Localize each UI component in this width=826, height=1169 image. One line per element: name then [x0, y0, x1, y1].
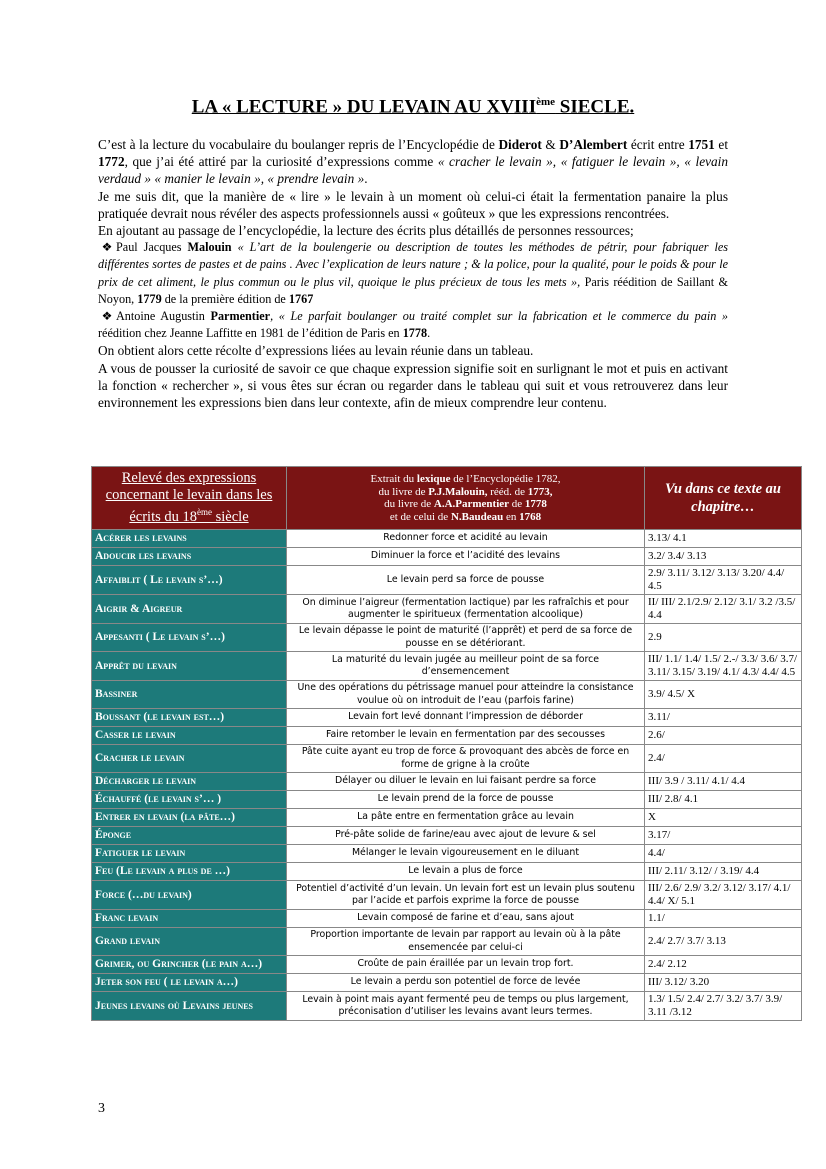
expression-cell: Franc levain: [92, 910, 287, 928]
chapter-cell: 2.9/ 3.11/ 3.12/ 3.13/ 3.20/ 4.4/ 4.5: [645, 566, 802, 595]
definition-cell: Diminuer la force et l’acidité des levains: [287, 548, 645, 566]
definition-cell: Le levain perd sa force de pousse: [287, 566, 645, 595]
expression-cell: Cracher le levain: [92, 745, 287, 773]
definition-cell: Le levain dépasse le point de maturité (l’apprêt) et perd de sa force de pousse en se détériorant.: [287, 624, 645, 652]
intro-paragraph-3: En ajoutant au passage de l’encyclopédie, la lecture des écrits plus détaillés de personnes ressources;: [98, 223, 634, 239]
table-row: [92, 956, 802, 974]
definition-cell: La pâte entre en fermentation grâce au levain: [287, 809, 645, 827]
definition-cell: Faire retomber le levain en fermentation par des secousses: [287, 727, 645, 745]
chapter-cell: 3.2/ 3.4/ 3.13: [645, 548, 802, 566]
expression-cell: Décharger le levain: [92, 773, 287, 791]
definition-cell: La maturité du levain jugée au meilleur point de sa force d’ensemencement: [287, 652, 645, 681]
table-row: [92, 681, 802, 709]
definition-cell: Potentiel d’activité d’un levain. Un levain fort est un levain plus soutenu par l’acide et parfois exprime la force de pousse: [287, 881, 645, 910]
expression-cell: Casser le levain: [92, 727, 287, 745]
table-row: [92, 974, 802, 992]
chapter-cell: 1.1/: [645, 910, 802, 928]
chapter-cell: 2.6/: [645, 727, 802, 745]
chapter-cell: 3.11/: [645, 709, 802, 727]
expression-cell: Adoucir les levains: [92, 548, 287, 566]
chapter-cell: 3.13/ 4.1: [645, 530, 802, 548]
intro-paragraph-4: On obtient alors cette récolte d’expressions liées au levain réunie dans un tableau.: [98, 343, 534, 359]
table-row: [92, 773, 802, 791]
table-row: [92, 845, 802, 863]
definition-cell: On diminue l’aigreur (fermentation lactique) par les rafraîchis et pour augmenter le spiritueux (fermentation alcoolique): [287, 595, 645, 624]
chapter-cell: III/ 2.8/ 4.1: [645, 791, 802, 809]
table-row: [92, 809, 802, 827]
chapter-cell: 2.4/ 2.7/ 3.7/ 3.13: [645, 928, 802, 956]
definition-cell: Délayer ou diluer le levain en lui faisant perdre sa force: [287, 773, 645, 791]
chapter-cell: III/ 3.9 / 3.11/ 4.1/ 4.4: [645, 773, 802, 791]
header-expressions: Relevé des expressions concernant le levain dans les écrits du 18ème siècle: [92, 467, 287, 530]
bullet-malouin: ❖ Paul Jacques Malouin « L’art de la boulengerie ou description de toutes les méthodes de pétrir, pour fabriquer les différentes sortes de pastes et de pains . Avec l’explication de leurs nature ; & la police, pour la qualité, pour le poids & pour le prix de cet aliment, le plus commun ou le plus vil, quoique le plus précieux de tous les mets », Paris réédition de Saillant & Noyon, 1779 de la première édition de 1767: [98, 240, 728, 306]
expression-cell: Affaiblit ( Le levain s’…): [92, 566, 287, 595]
expressions-table: [91, 466, 802, 1021]
table-row: [92, 566, 802, 595]
definition-cell: Pré-pâte solide de farine/eau avec ajout de levure & sel: [287, 827, 645, 845]
intro-paragraph-2: Je me suis dit, que la manière de « lire » le levain à un moment où celui-ci était la fermentation panaire la plus pratiquée devrait nous révéler des aspects professionnels aussi « goûteux » que les expressions rencontrées.: [98, 188, 728, 221]
table-row: [92, 548, 802, 566]
definition-cell: Croûte de pain éraillée par un levain trop fort.: [287, 956, 645, 974]
chapter-cell: 1.3/ 1.5/ 2.4/ 2.7/ 3.2/ 3.7/ 3.9/ 3.11 /3.12: [645, 992, 802, 1021]
definition-cell: Mélanger le levain vigoureusement en le diluant: [287, 845, 645, 863]
table-row: [92, 791, 802, 809]
table-row: [92, 727, 802, 745]
definition-cell: Le levain prend de la force de pousse: [287, 791, 645, 809]
table-row: [92, 827, 802, 845]
table-row: [92, 745, 802, 773]
expression-cell: Fatiguer le levain: [92, 845, 287, 863]
definition-cell: Le levain a plus de force: [287, 863, 645, 881]
definition-cell: Levain à point mais ayant fermenté peu de temps ou plus largement, préconisation d’utiliser les levains avant leurs termes.: [287, 992, 645, 1021]
chapter-cell: 4.4/: [645, 845, 802, 863]
expression-cell: Apprêt du levain: [92, 652, 287, 681]
diamond-bullet-icon: ❖: [101, 309, 113, 324]
intro-text: [98, 136, 728, 411]
chapter-cell: 2.4/ 2.12: [645, 956, 802, 974]
expression-cell: Grand levain: [92, 928, 287, 956]
expression-cell: Jeter son feu ( le levain a…): [92, 974, 287, 992]
definition-cell: Levain fort levé donnant l’impression de déborder: [287, 709, 645, 727]
expression-cell: Aigrir & Aigreur: [92, 595, 287, 624]
expression-cell: Acérer les levains: [92, 530, 287, 548]
expression-cell: Jeunes levains où Levains jeunes: [92, 992, 287, 1021]
expression-cell: Appesanti ( Le levain s’…): [92, 624, 287, 652]
bullet-parmentier: ❖ Antoine Augustin Parmentier, « Le parfait boulanger ou traité complet sur la fabrication et le commerce du pain » réédition chez Jeanne Laffitte en 1981 de l’édition de Paris en 1778.: [98, 309, 728, 341]
table-row: [92, 530, 802, 548]
chapter-cell: III/ 2.11/ 3.12/ / 3.19/ 4.4: [645, 863, 802, 881]
table-row: [92, 863, 802, 881]
expression-cell: Échauffé (le levain s’… ): [92, 791, 287, 809]
header-chapter: Vu dans ce texte au chapitre…: [645, 467, 802, 530]
header-sources: Extrait du lexique de l’Encyclopédie 1782, du livre de P.J.Malouin, rééd. de 1773, du livre de A.A.Parmentier de 1778 et de celui de N.Baudeau en 1768: [287, 467, 645, 530]
expression-cell: Bassiner: [92, 681, 287, 709]
chapter-cell: 3.17/: [645, 827, 802, 845]
chapter-cell: 2.9: [645, 624, 802, 652]
chapter-cell: 2.4/: [645, 745, 802, 773]
expression-cell: Force (…du levain): [92, 881, 287, 910]
expression-cell: Éponge: [92, 827, 287, 845]
chapter-cell: III/ 2.6/ 2.9/ 3.2/ 3.12/ 3.17/ 4.1/ 4.4/ X/ 5.1: [645, 881, 802, 910]
definition-cell: Pâte cuite ayant eu trop de force & provoquant des abcès de force en forme de grigne à la croûte: [287, 745, 645, 773]
expression-cell: Entrer en levain (la pâte…): [92, 809, 287, 827]
table-row: [92, 910, 802, 928]
chapter-cell: 3.9/ 4.5/ X: [645, 681, 802, 709]
definition-cell: Levain composé de farine et d’eau, sans ajout: [287, 910, 645, 928]
intro-paragraph-1: C’est à la lecture du vocabulaire du boulanger repris de l’Encyclopédie de Diderot & D’Alembert écrit entre 1751 et 1772, que j’ai été attiré par la curiosité d’expressions comme « cracher le levain », « fatiguer le levain », « levain verdaud » « manier le levain », « prendre levain ».: [98, 137, 729, 187]
chapter-cell: X: [645, 809, 802, 827]
expression-cell: Grimer, ou Grincher (le pain a…): [92, 956, 287, 974]
definition-cell: Redonner force et acidité au levain: [287, 530, 645, 548]
expression-cell: Boussant (le levain est…): [92, 709, 287, 727]
table-header-row: [92, 467, 802, 530]
expression-cell: Feu (Le levain a plus de …): [92, 863, 287, 881]
table-row: [92, 709, 802, 727]
table-row: [92, 652, 802, 681]
page-title: LA « LECTURE » DU LEVAIN AU XVIIIème SIECLE.: [191, 96, 635, 118]
table-row: [92, 992, 802, 1021]
table-row: [92, 881, 802, 910]
chapter-cell: III/ 3.12/ 3.20: [645, 974, 802, 992]
definition-cell: Proportion importante de levain par rapport au levain où à la pâte ensemencée par celui-ci: [287, 928, 645, 956]
definition-cell: Le levain a perdu son potentiel de force de levée: [287, 974, 645, 992]
page-number: 3: [98, 1101, 105, 1116]
chapter-cell: III/ 1.1/ 1.4/ 1.5/ 2.-/ 3.3/ 3.6/ 3.7/ 3.11/ 3.15/ 3.19/ 4.1/ 4.3/ 4.4/ 4.5: [645, 652, 802, 681]
table-row: [92, 624, 802, 652]
table-row: [92, 595, 802, 624]
definition-cell: Une des opérations du pétrissage manuel pour atteindre la consistance voulue où on introduit de l’eau (parfois farine): [287, 681, 645, 709]
table-row: [92, 928, 802, 956]
intro-paragraph-5: A vous de pousser la curiosité de savoir ce que chaque expression signifie soit en surlignant le mot et puis en activant la fonction « rechercher », si vous êtes sur écran ou regarder dans le tableau qui suit et vous retrouverez dans leur environnement les expressions bien dans leur contexte, afin de mieux comprendre leur contenu.: [98, 360, 728, 411]
diamond-bullet-icon: ❖: [101, 240, 113, 255]
chapter-cell: II/ III/ 2.1/2.9/ 2.12/ 3.1/ 3.2 /3.5/ 4.4: [645, 595, 802, 624]
